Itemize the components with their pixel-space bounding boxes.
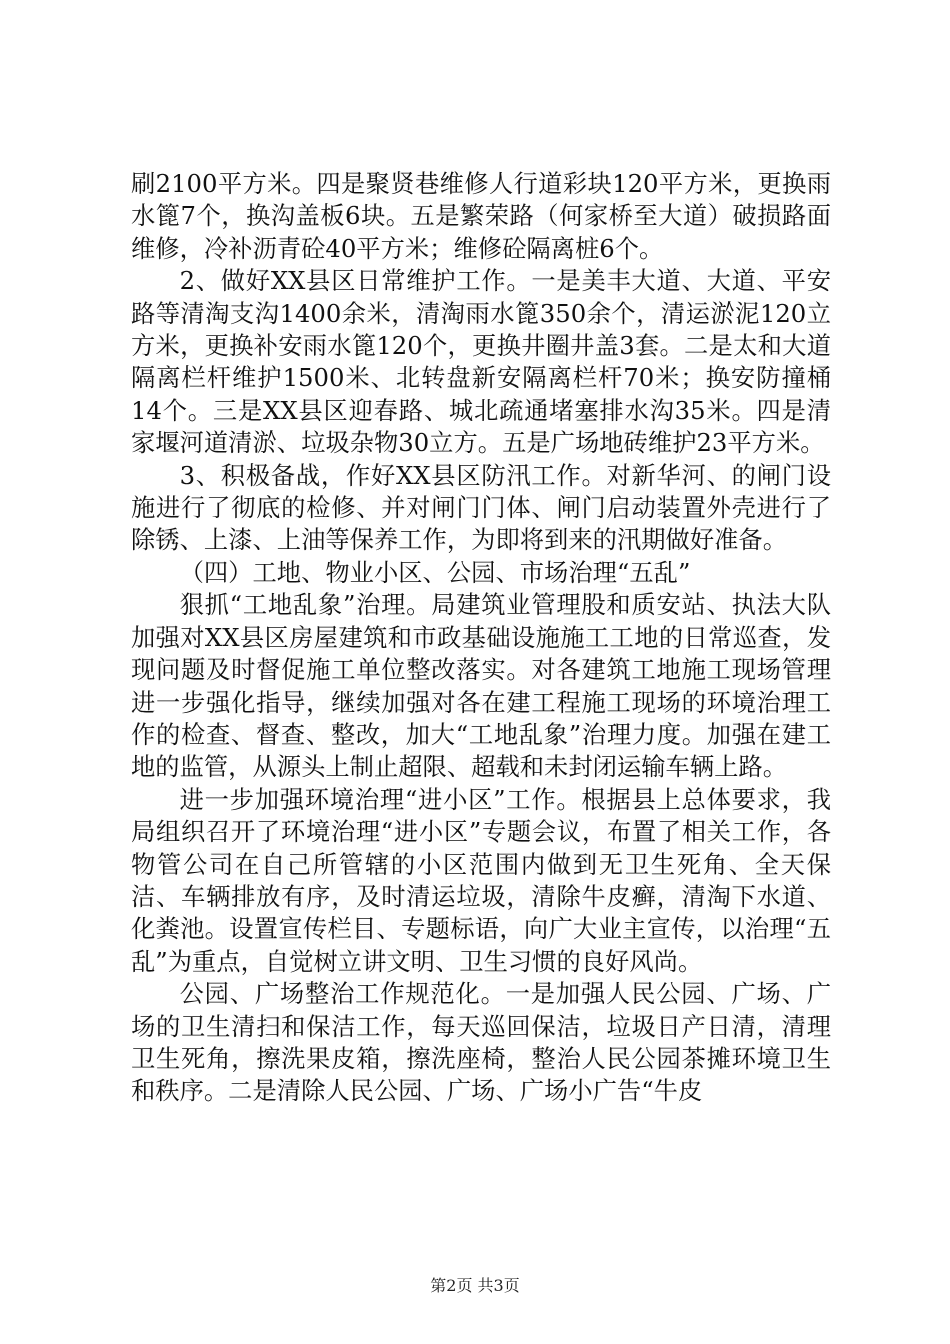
paragraph-continuation: 刷2100平方米。四是聚贤巷维修人行道彩块120平方米，更换雨水篦7个，换沟盖板6块。五是繁荣路（何家桥至大道）破损路面维修，冷补沥青砼40平方米；维修砼隔离桩6个。	[131, 169, 831, 263]
page-number: 第2页 共3页	[430, 1276, 520, 1295]
paragraph-park-square: 公园、广场整治工作规范化。一是加强人民公园、广场、广场的卫生清扫和保洁工作，每天巡回保洁，垃圾日产日清，清理卫生死角，擦洗果皮箱，擦洗座椅，整治人民公园茶摊环境卫生和秩序。二是清除人民公园、广场、广场小广告“牛皮	[131, 979, 831, 1106]
paragraph-construction-site: 狠抓“工地乱象”治理。局建筑业管理股和质安站、执法大队加强对XX县区房屋建筑和市政基础设施施工工地的日常巡查，发现问题及时督促施工单位整改落实。对各建筑工地施工现场管理进一步强化指导，继续加强对各在建工程施工现场的环境治理工作的检查、督查、整改，加大“工地乱象”治理力度。加强在建工地的监管，从源头上制止超限、超载和未封闭运输车辆上路。	[131, 590, 831, 782]
section-heading: （四）工地、物业小区、公园、市场治理“五乱”	[179, 557, 691, 587]
page-footer	[0, 1273, 950, 1296]
paragraph-daily-maintenance: 2、做好XX县区日常维护工作。一是美丰大道、大道、平安路等清淘支沟1400余米，清淘雨水篦350余个，清运淤泥120立方米，更换补安雨水篦120个，更换井圈井盖3套。二是太和大道隔离栏杆维护1500米、北转盘新安隔离栏杆70米；换安防撞桶14个。三是XX县区迎春路、城北疏通堵塞排水沟35米。四是清家堰河道清淤、垃圾杂物30立方。五是广场地砖维护23平方米。	[131, 266, 831, 458]
document-body	[131, 168, 831, 1108]
paragraph-residential-community: 进一步加强环境治理“进小区”工作。根据县上总体要求，我局组织召开了环境治理“进小区”专题会议，布置了相关工作，各物管公司在自己所管辖的小区范围内做到无卫生死角、全天保洁、车辆排放有序，及时清运垃圾，清除牛皮癣，清淘下水道、化粪池。设置宣传栏目、专题标语，向广大业主宣传，以治理“五乱”为重点，自觉树立讲文明、卫生习惯的良好风尚。	[131, 784, 831, 976]
paragraph-flood-prevention: 3、积极备战，作好XX县区防汛工作。对新华河、的闸门设施进行了彻底的检修、并对闸门门体、闸门启动装置外壳进行了除锈、上漆、上油等保养工作，为即将到来的汛期做好准备。	[131, 460, 831, 555]
